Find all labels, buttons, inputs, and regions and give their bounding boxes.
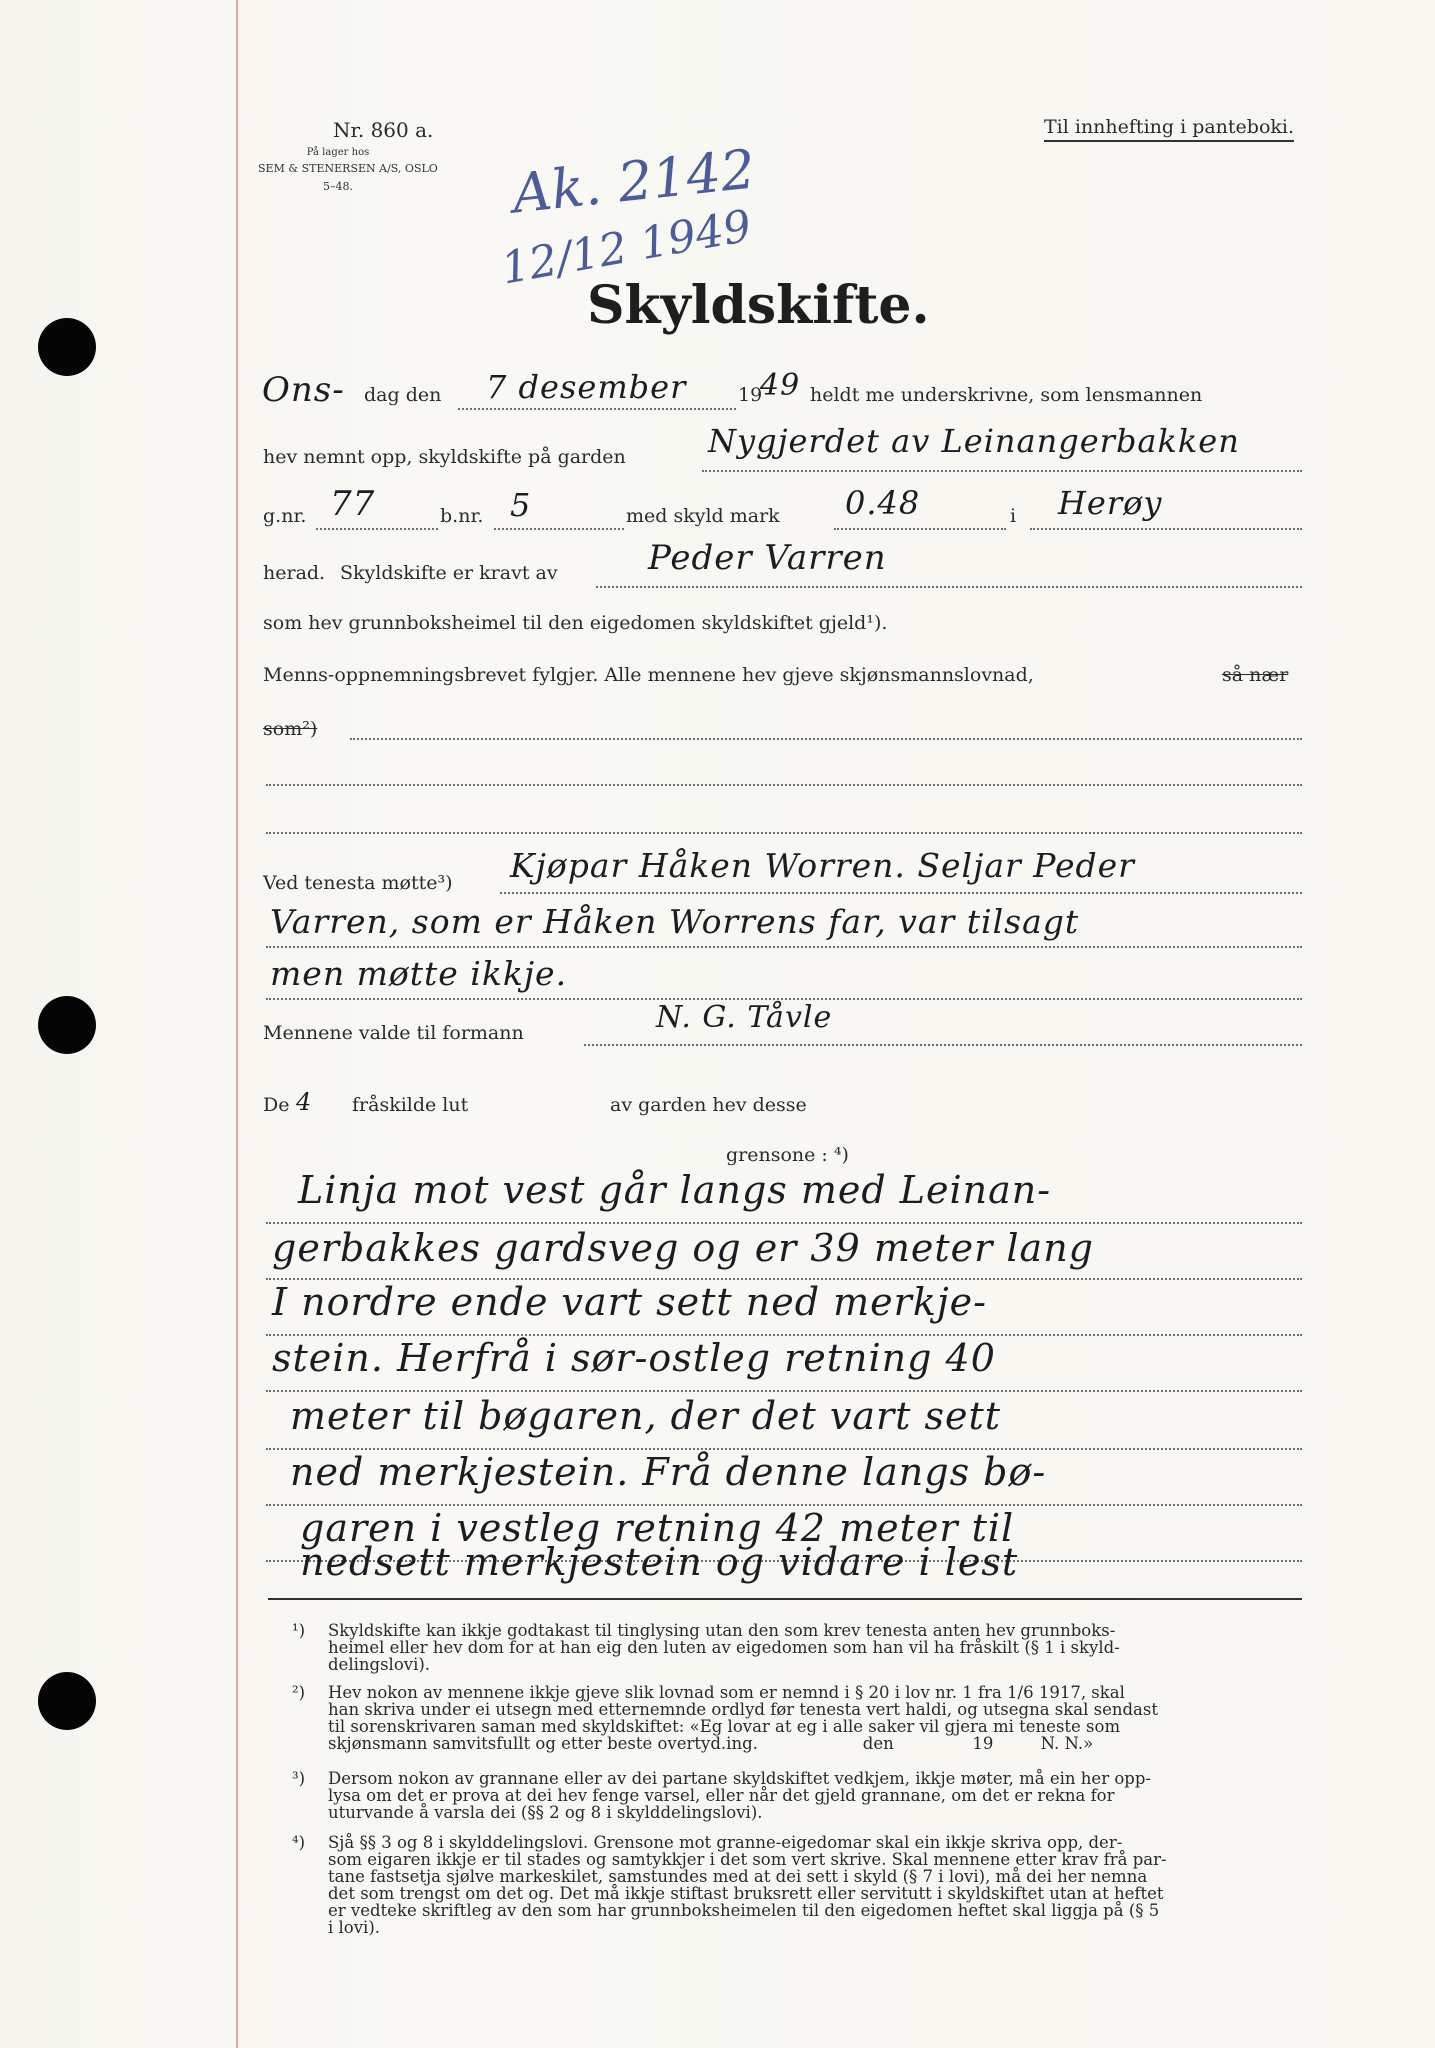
boundary-line-1: Linja mot vest går langs med Leinan-	[298, 1168, 1052, 1212]
boundary-line-4: stein. Herfrå i sør-ostleg retning 40	[272, 1336, 996, 1380]
herad-label: herad.	[263, 562, 326, 584]
bnr-label: b.nr.	[440, 505, 484, 527]
footnote-3	[292, 1770, 1332, 1830]
gnr-label: g.nr.	[263, 505, 307, 527]
kravt-label: Skyldskifte er kravt av	[340, 562, 558, 584]
footnote-1-number: ¹)	[292, 1621, 306, 1640]
boundary-line-3: I nordre ende vart sett ned merkje-	[272, 1280, 987, 1324]
i-label: i	[1010, 505, 1017, 527]
farm-value: Nygjerdet av Leinangerbakken	[708, 422, 1240, 460]
ved-line-2: Varren, som er Håken Worrens far, var tilsagt	[270, 902, 1080, 941]
publisher-line-2: SEM & STENERSEN A/S, OSLO	[258, 162, 438, 175]
gnr-line	[316, 528, 438, 530]
bnr-line	[494, 528, 624, 530]
skyld-value: 0.48	[845, 484, 921, 522]
farm-label: hev nemnt opp, skyldskifte på garden	[263, 446, 626, 468]
herad-line	[1030, 528, 1302, 530]
footnote-3-number: ³)	[292, 1769, 306, 1788]
top-right-note: Til innhefting i panteboki.	[1044, 116, 1294, 142]
gnr-value: 77	[330, 484, 376, 524]
footnote-3-text: Dersom nokon av grannane eller av dei partane skyldskiftet vedkjem, ikkje møter, må ein her opp- lysa om det er prova at dei hev fenge varsel, eller når det gjeld grannane, om det er rekna for uturvande å varsla dei (§§ 2 og 8 i skylddelingslovi).	[328, 1769, 1151, 1822]
day-prefix: Ons-	[262, 370, 345, 410]
herad-value: Herøy	[1058, 484, 1163, 522]
boundary-line-2: gerbakkes gardsveg og er 39 meter lang	[272, 1226, 1094, 1270]
footnote-4	[292, 1834, 1332, 1944]
footnote-2-number: ²)	[292, 1683, 306, 1702]
kravt-line	[596, 586, 1302, 588]
publisher-line-1: På lager hos	[306, 147, 370, 158]
boundary-line-7: garen i vestleg retning 42 meter til	[300, 1506, 1015, 1550]
footnote-2-text: Hev nokon av mennene ikkje gjeve slik lovnad som er nemnd i § 20 i lov nr. 1 fra 1/6 1917, skal han skriva under ei utsegn med etternemnde ordlyd før tenesta vert haldi, og utsegna skal sendast til sorenskrivaren saman med skyldskiftet: «Eg lovar at eg i alle saker vil gjera mi teneste som skjønsmann samvitsfullt og etter beste overtyd.ing. den 19 N. N.»	[328, 1683, 1158, 1753]
ved-line-1: Kjøpar Håken Worren. Seljar Peder	[510, 846, 1135, 885]
archive-annotation-line1: Ak. 2142	[509, 137, 759, 226]
boundary-line-8: nedsett merkjestein og vidare i lest	[300, 1540, 1019, 1584]
de-label: De	[263, 1094, 290, 1116]
blank-line-1	[266, 784, 1302, 786]
grensone-label: grensone : ⁴)	[726, 1144, 849, 1166]
skyld-line	[834, 528, 1006, 530]
punch-hole-top	[38, 318, 96, 376]
boundary-rule-4	[266, 1390, 1302, 1392]
footnote-1	[292, 1622, 1332, 1682]
date-value: 7 desember	[486, 368, 687, 406]
garden-label: av garden hev desse	[610, 1094, 807, 1116]
footnote-4-text: Sjå §§ 3 og 8 i skylddelingslovi. Grensone mot granne-eigedomar skal ein ikkje skriva opp, der- som eigaren ikkje er til stades og samtykkjer i det som vert skrive. Skal mennene etter krav frå par- tane fastsetja sjølve markeskilet, samstundes med at dei sett i skyld (§ 7 i lovi), må dei her nemna det som trengst om det og. Det må ikkje stiftast bruksrett eller servitutt i skyldskiftet utan at heftet er vedteke skriftleg av den som har grunnboksheimelen til den eigedomen heftet skal liggja på (§ 5 i lovi).	[328, 1833, 1167, 1937]
held-text: heldt me underskrivne, som lensmannen	[810, 384, 1203, 406]
ved-line-3: men møtte ikkje.	[270, 954, 568, 993]
footnote-separator	[268, 1598, 1302, 1600]
year-prefix: 19	[738, 384, 763, 406]
footnote-4-number: ⁴)	[292, 1833, 306, 1852]
ved-label: Ved tenesta møtte³)	[263, 872, 453, 894]
margin-line	[236, 0, 238, 2048]
ved-underline-1	[500, 892, 1302, 894]
ved-underline-2	[266, 946, 1302, 948]
boundary-line-6: ned merkjestein. Frå denne langs bø-	[290, 1450, 1047, 1494]
form-number: Nr. 860 a.	[333, 118, 434, 142]
formann-value: N. G. Tåvle	[656, 1000, 833, 1035]
heimel-text: som hev grunnboksheimel til den eigedomen skyldskiftet gjeld¹).	[263, 612, 888, 634]
boundary-line-5: meter til bøgaren, der det vart sett	[290, 1394, 1002, 1438]
footnote-2	[292, 1684, 1332, 1764]
de-value: 4	[296, 1088, 313, 1116]
punch-hole-bottom	[38, 1672, 96, 1730]
formann-label: Mennene valde til formann	[263, 1022, 524, 1044]
farm-line	[702, 470, 1302, 472]
bnr-value: 5	[510, 486, 532, 524]
publisher-line-3: 5–48.	[323, 180, 353, 193]
punch-hole-middle	[38, 996, 96, 1054]
page-title: Skyldskifte.	[587, 275, 930, 336]
menns-text: Menns-oppnemningsbrevet fylgjer. Alle mennene hev gjeve skjønsmannslovnad,	[263, 664, 1034, 686]
kravt-value: Peder Varren	[648, 538, 887, 578]
skyld-label: med skyld mark	[626, 505, 780, 527]
blank-line-2	[266, 832, 1302, 834]
boundary-rule-1	[266, 1222, 1302, 1224]
som-text: som²)	[263, 718, 318, 740]
fraskilde-label: fråskilde lut	[352, 1094, 469, 1116]
footnote-1-text: Skyldskifte kan ikkje godtakast til tinglysing utan den som krev tenesta anten hev grunnboks- heimel eller hev dom for at han eig den luten av eigedomen som han vil ha fråskilt (§ 1 i skyld- delingslovi).	[328, 1621, 1120, 1674]
date-line	[458, 408, 736, 410]
formann-line	[584, 1044, 1302, 1046]
day-label: dag den	[364, 384, 442, 406]
som-line	[350, 738, 1302, 740]
archive-annotation-line2: 12/12 1949	[497, 200, 756, 295]
year-suffix: 49	[760, 368, 801, 403]
menns-strike-text: så nær	[1222, 664, 1289, 686]
